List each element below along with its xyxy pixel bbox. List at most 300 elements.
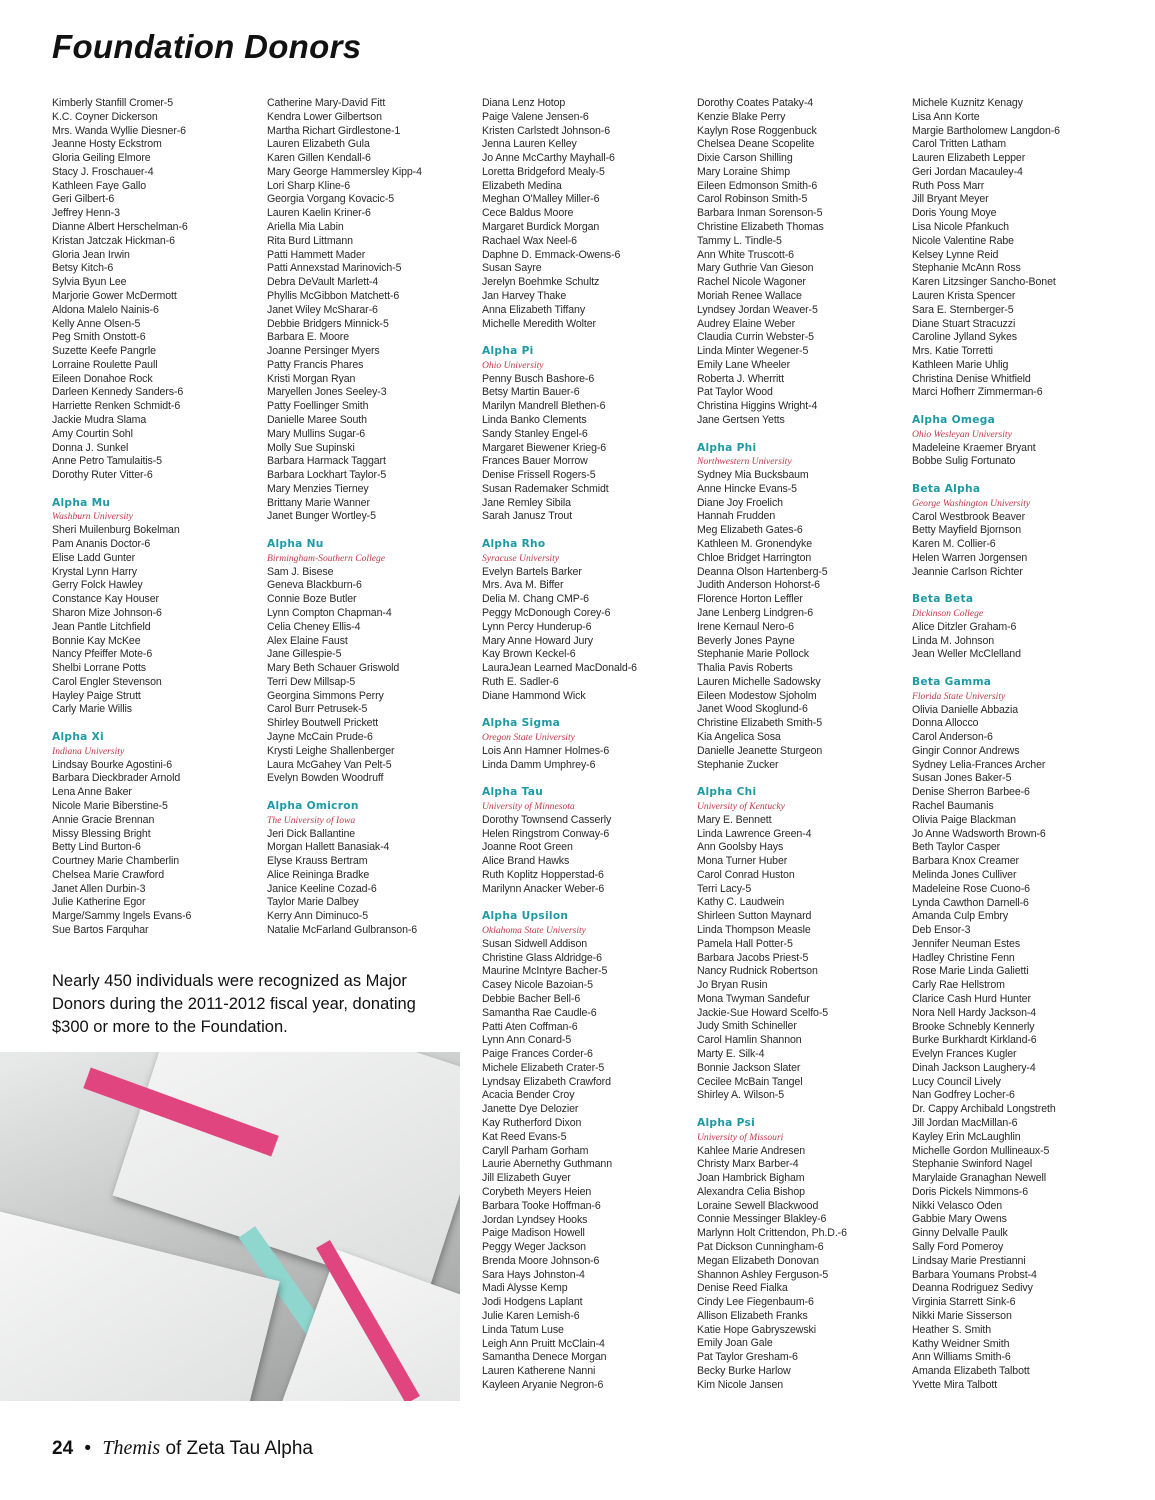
donor-name: Carol Robinson Smith-5 (697, 193, 808, 206)
donor-name: Lynn Ann Conard-5 (482, 1034, 572, 1047)
donor-name: Sarah Janusz Trout (482, 510, 573, 523)
school-name: Ohio University (482, 359, 544, 371)
donor-name: Hadley Christine Fenn (912, 951, 1015, 964)
donor-name: Donna J. Sunkel (52, 441, 129, 454)
chapter-heading: Alpha Pi (482, 345, 534, 358)
donor-name: Kay Brown Keckel-6 (482, 648, 576, 661)
donor-name: Barbara Dieckbrader Arnold (52, 772, 181, 785)
donor-name: Ruth E. Sadler-6 (482, 675, 559, 688)
donor-name: Barbara Youmans Probst-4 (912, 1268, 1037, 1281)
donor-name: Kat Reed Evans-5 (482, 1130, 567, 1143)
donor-name: Sheri Muilenburg Bokelman (52, 524, 180, 537)
school-name: Oklahoma State University (482, 925, 586, 937)
school-name: Northwestern University (697, 456, 792, 468)
donor-name: Marlynn Holt Crittendon, Ph.D.-6 (697, 1227, 847, 1240)
donor-name: Lynn Percy Hunderup-6 (482, 620, 592, 633)
chapter-heading: Beta Alpha (912, 482, 981, 495)
page-number: 24 (52, 1438, 74, 1459)
donor-name: Lena Anne Baker (52, 786, 132, 799)
donor-name: Kristi Morgan Ryan (267, 372, 356, 385)
donor-name: Brittany Marie Wanner (267, 496, 370, 509)
donor-name: Elyse Krauss Bertram (267, 855, 368, 868)
donor-name: Marylaide Granaghan Newell (912, 1172, 1047, 1185)
donor-name: Olivia Paige Blackman (912, 813, 1016, 826)
donor-name: Heather S. Smith (912, 1323, 992, 1336)
donor-name: Jeffrey Henn-3 (52, 207, 120, 220)
donor-name: Barbara Lockhart Taylor-5 (267, 469, 387, 482)
donor-name: Gingir Connor Andrews (912, 744, 1020, 757)
donor-name: Michele Elizabeth Crater-5 (482, 1061, 605, 1074)
donor-name: Marci Hofherr Zimmerman-6 (912, 386, 1043, 399)
donor-name: Elise Ladd Gunter (52, 551, 136, 564)
donor-name: Jennifer Neuman Estes (912, 937, 1021, 950)
chapter-heading: Alpha Omicron (267, 799, 359, 812)
donor-name: Alice Brand Hawks (482, 855, 570, 868)
donor-name: Sam J. Bisese (267, 565, 334, 578)
magazine-suffix: of Zeta Tau Alpha (165, 1438, 313, 1459)
donor-name: Geri Gilbert-6 (52, 193, 115, 206)
donor-name: Anne Hincke Evans-5 (697, 482, 797, 495)
donor-name: Lisa Nicole Pfankuch (912, 221, 1009, 234)
donor-name: Jane Gillespie-5 (267, 648, 342, 661)
donor-name: Melinda Jones Culliver (912, 868, 1017, 881)
donor-name: Kelly Anne Olsen-5 (52, 317, 141, 330)
donor-name: Jayne McCain Prude-6 (267, 730, 373, 743)
school-name: The University of Iowa (267, 814, 356, 826)
donor-name: Julie Katherine Egor (52, 896, 146, 909)
major-donors-blurb: Nearly 450 individuals were recognized as Major Donors during the 2011-2012 fiscal year, donating $300 or more to the Foundation. (52, 972, 416, 1036)
donor-name: Susan Rademaker Schmidt (482, 482, 609, 495)
donor-name: Laurie Abernethy Guthmann (482, 1158, 613, 1171)
donor-name: Michelle Gordon Mullineaux-5 (912, 1144, 1050, 1157)
donor-name: Jackie-Sue Howard Scelfo-5 (697, 1006, 829, 1019)
donor-name: Jane Remley Sibila (482, 496, 571, 509)
school-name: University of Kentucky (697, 800, 785, 812)
donor-name: Deb Ensor-3 (912, 924, 971, 937)
donor-name: Carol Tritten Latham (912, 138, 1006, 151)
donor-name: Ann Williams Smith-6 (912, 1351, 1011, 1364)
donor-name: Julie Karen Lemish-6 (482, 1309, 580, 1322)
donor-name: Loretta Bridgeford Mealy-5 (482, 165, 605, 178)
donor-name: K.C. Coyner Dickerson (52, 110, 158, 123)
donor-name: Florence Horton Leffler (697, 593, 803, 606)
donor-name: Hannah Frudden (697, 510, 776, 523)
donor-name: Mona Turner Huber (697, 855, 788, 868)
donor-name: Linda Minter Wegener-5 (697, 345, 809, 358)
donor-name: Suzette Keefe Pangrle (52, 345, 156, 358)
school-name: Ohio Wesleyan University (912, 428, 1012, 440)
school-name: George Washington University (912, 497, 1031, 509)
donor-name: Mary E. Bennett (697, 813, 772, 826)
donor-name: Kenzie Blake Perry (697, 110, 786, 123)
donor-name: Casey Nicole Bazoian-5 (482, 979, 593, 992)
donor-name: Mona Twyman Sandefur (697, 992, 810, 1005)
donor-name: Anne Petro Tamulaitis-5 (52, 455, 162, 468)
donor-name: Christina Denise Whitfield (912, 372, 1031, 385)
donor-name: Sylvia Byun Lee (52, 276, 127, 289)
donor-name: Ariella Mia Labin (267, 221, 344, 234)
donor-name: Carol Hamlin Shannon (697, 1034, 802, 1047)
donor-name: Jeanne Hosty Eckstrom (52, 138, 162, 151)
school-name: Florida State University (912, 690, 1006, 702)
donor-name: Janet Allen Durbin-3 (52, 882, 146, 895)
donor-name: Frances Bauer Morrow (482, 455, 588, 468)
donor-name: Margaret Burdick Morgan (482, 221, 600, 234)
school-name: University of Minnesota (482, 801, 575, 813)
donor-name: Tammy L. Tindle-5 (697, 234, 782, 247)
donor-name: Barbara Jacobs Priest-5 (697, 951, 809, 964)
donor-name: Mary Anne Howard Jury (482, 634, 593, 647)
donor-name: Janet Bunger Wortley-5 (267, 510, 376, 523)
donor-name: Sally Ford Pomeroy (912, 1241, 1004, 1254)
donor-name: Caroline Jylland Sykes (912, 331, 1017, 344)
donor-name: Gloria Geiling Elmore (52, 152, 151, 165)
donor-name: Janet Wiley McSharar-6 (267, 303, 378, 316)
donor-name: Megan Elizabeth Donovan (697, 1254, 819, 1267)
donor-name: Samantha Rae Caudle-6 (482, 1006, 597, 1019)
donor-name: Cece Baldus Moore (482, 207, 574, 220)
chapter-heading: Alpha Psi (697, 1116, 756, 1129)
donor-name: Carol Westbrook Beaver (912, 510, 1026, 523)
donor-name: Barbara Harmack Taggart (267, 455, 386, 468)
donor-name: Terri Lacy-5 (697, 882, 752, 895)
donor-name: Kristan Jatczak Hickman-6 (52, 234, 175, 247)
donor-name: Connie Messinger Blakley-6 (697, 1213, 827, 1226)
donor-name: Denise Reed Fialka (697, 1282, 788, 1295)
donor-name: Jill Bryant Meyer (912, 193, 989, 206)
page-footer (52, 1437, 313, 1460)
donor-name: Eileen Donahoe Rock (52, 372, 153, 385)
donor-name: Kathy C. Laudwein (697, 896, 785, 909)
donor-name: Stephanie McAnn Ross (912, 262, 1021, 275)
donor-name: Mary Menzies Tierney (267, 482, 369, 495)
donor-name: Daphne D. Emmack-Owens-6 (482, 248, 621, 261)
donor-section (697, 97, 909, 428)
donor-name: Pat Taylor Gresham-6 (697, 1351, 798, 1364)
donor-name: Amanda Elizabeth Talbott (912, 1365, 1030, 1378)
donor-name: Maurine McIntyre Bacher-5 (482, 965, 608, 978)
donor-column-4 (697, 97, 909, 1406)
donor-name: Mary Loraine Shimp (697, 165, 790, 178)
donor-name: Acacia Bender Croy (482, 1089, 575, 1102)
donor-name: Nora Nell Hardy Jackson-4 (912, 1006, 1037, 1019)
donor-name: Lindsay Marie Prestianni (912, 1254, 1026, 1267)
donor-name: Hayley Paige Strutt (52, 689, 141, 702)
donor-name: Doris Pickels Nimmons-6 (912, 1185, 1029, 1198)
donor-name: Catherine Mary-David Fitt (267, 97, 386, 109)
donor-name: Emily Joan Gale (697, 1337, 773, 1350)
donor-name: Michele Kuznitz Kenagy (912, 97, 1023, 109)
donor-name: Karen Gillen Kendall-6 (267, 152, 371, 165)
donor-name: Annie Gracie Brennan (52, 813, 155, 826)
donor-name: Ruth Koplitz Hopperstad-6 (482, 868, 604, 881)
donor-name: Jackie Mudra Slama (52, 413, 147, 426)
donor-section (912, 593, 1124, 662)
donor-name: Denise Frissell Rogers-5 (482, 469, 596, 482)
donor-name: Penny Busch Bashore-6 (482, 372, 595, 385)
donor-name: Kendra Lower Gilbertson (267, 110, 382, 123)
donor-name: Sara E. Sternberger-5 (912, 303, 1014, 316)
donor-name: Ann Goolsby Hays (697, 841, 784, 854)
donor-name: Stacy J. Froschauer-4 (52, 165, 154, 178)
donor-name: Alex Elaine Faust (267, 634, 348, 647)
donor-name: Emily Lane Wheeler (697, 358, 790, 371)
donor-name: Kay Rutherford Dixon (482, 1117, 582, 1130)
donor-name: Jo Bryan Rusin (697, 979, 768, 992)
donor-name: Virginia Starrett Sink-6 (912, 1296, 1016, 1309)
donor-name: Chelsea Marie Crawford (52, 868, 165, 881)
donor-name: Kim Nicole Jansen (697, 1378, 784, 1391)
donor-name: Michelle Meredith Wolter (482, 317, 596, 330)
donor-name: Caryll Parham Gorham (482, 1144, 589, 1157)
donor-name: Meghan O'Malley Miller-6 (482, 193, 600, 206)
donor-name: Phyllis McGibbon Matchett-6 (267, 289, 400, 302)
donor-name: Shirley Boutwell Prickett (267, 717, 379, 730)
major-donor-badges-photo (0, 1052, 460, 1401)
donor-name: Jane Gertsen Yetts (697, 413, 785, 426)
donor-name: Maryellen Jones Seeley-3 (267, 386, 387, 399)
donor-name: Paige Valene Jensen-6 (482, 110, 589, 123)
donor-name: Patti Aten Coffman-6 (482, 1020, 578, 1033)
donor-name: Marilyn Mandrell Blethen-6 (482, 400, 606, 413)
donor-name: Kelsey Lynne Reid (912, 248, 999, 261)
donor-name: Debra DeVault Marlett-4 (267, 276, 379, 289)
donor-name: Clarice Cash Hurd Hunter (912, 992, 1031, 1005)
donor-name: Stephanie Swinford Nagel (912, 1158, 1033, 1171)
donor-name: Bobbe Sulig Fortunato (912, 455, 1016, 468)
donor-name: Linda Damm Umphrey-6 (482, 758, 596, 771)
donor-name: Irene Kernaul Nero-6 (697, 620, 794, 633)
donor-section (482, 717, 694, 772)
donor-name: Helen Ringstrom Conway-6 (482, 827, 610, 840)
donor-name: Susan Sidwell Addison (482, 937, 588, 950)
school-name: Syracuse University (482, 552, 559, 564)
donor-name: Alexandra Celia Bishop (697, 1185, 805, 1198)
donor-section (912, 676, 1124, 1393)
donor-name: Jeannie Carlson Richter (912, 565, 1023, 578)
donor-name: Mary Beth Schauer Griswold (267, 662, 400, 675)
donor-name: Kathy Weidner Smith (912, 1337, 1010, 1350)
chapter-heading: Alpha Omega (912, 413, 996, 426)
donor-name: Ruth Poss Marr (912, 179, 985, 192)
donor-section (482, 538, 694, 703)
donor-name: Kathleen M. Gronendyke (697, 538, 812, 551)
donor-name: Dr. Cappy Archibald Longstreth (912, 1103, 1056, 1116)
donor-name: Kathleen Faye Gallo (52, 179, 147, 192)
donor-name: Christine Elizabeth Smith-5 (697, 717, 823, 730)
donor-name: Dinah Jackson Laughery-4 (912, 1061, 1036, 1074)
donor-name: Eileen Edmonson Smith-6 (697, 179, 818, 192)
donor-name: Terri Dew Millsap-5 (267, 675, 356, 688)
donor-name: Barbara E. Moore (267, 331, 350, 344)
donor-name: Jodi Hodgens Laplant (482, 1296, 583, 1309)
donor-name: Taylor Marie Dalbey (267, 896, 359, 909)
donor-name: Patti Annexstad Marinovich-5 (267, 262, 402, 275)
donor-name: Shirleen Sutton Maynard (697, 910, 812, 923)
chapter-heading: Alpha Phi (697, 441, 757, 454)
donor-name: Sandy Stanley Engel-6 (482, 427, 588, 440)
donor-name: Janet Wood Skoglund-6 (697, 703, 808, 716)
donor-name: Madeleine Kraemer Bryant (912, 441, 1036, 454)
donor-name: Georgia Vorgang Kovacic-5 (267, 193, 395, 206)
donor-name: Rachel Nicole Wagoner (697, 276, 806, 289)
donor-name: Margie Bartholomew Langdon-6 (912, 124, 1060, 137)
donor-name: Deanna Olson Hartenberg-5 (697, 565, 828, 578)
donor-name: Marty E. Silk-4 (697, 1048, 765, 1060)
donor-section (52, 97, 264, 483)
magazine-name: Themis (102, 1437, 161, 1459)
donor-name: Shelbi Lorrane Potts (52, 662, 146, 675)
donor-section (912, 414, 1124, 469)
donor-section (482, 345, 694, 524)
donor-name: Harriette Renken Schmidt-6 (52, 400, 181, 413)
donor-section (482, 786, 694, 896)
donor-name: Lauren Elizabeth Gula (267, 138, 370, 151)
donor-name: Rachael Wax Neel-6 (482, 234, 577, 247)
donor-name: Christine Glass Aldridge-6 (482, 951, 602, 964)
donor-name: Kia Angelica Sosa (697, 730, 781, 743)
donor-section (267, 538, 479, 786)
donor-name: Kristen Carlstedt Johnson-6 (482, 124, 611, 137)
donor-name: Karen M. Collier-6 (912, 538, 996, 551)
donor-section (697, 786, 909, 1103)
chapter-heading: Alpha Chi (697, 786, 757, 799)
donor-name: Connie Boze Butler (267, 593, 357, 606)
donor-name: Susan Jones Baker-5 (912, 772, 1012, 785)
donor-name: Joanne Root Green (482, 841, 573, 854)
donor-name: Gloria Jean Irwin (52, 248, 130, 261)
donor-name: Thalia Pavis Roberts (697, 662, 793, 675)
donor-name: Kahlee Marie Andresen (697, 1144, 806, 1157)
donor-name: Krystal Lynn Harry (52, 565, 137, 578)
donor-name: Molly Sue Supinski (267, 441, 355, 454)
chapter-heading: Beta Beta (912, 593, 974, 606)
donor-name: Sydney Mia Bucksbaum (697, 469, 809, 482)
donor-name: Nikki Velasco Oden (912, 1199, 1003, 1212)
donor-name: Joanne Persinger Myers (267, 345, 380, 358)
donor-name: Rose Marie Linda Galietti (912, 965, 1029, 978)
donor-name: Loraine Sewell Blackwood (697, 1199, 819, 1212)
donor-name: Jan Harvey Thake (482, 289, 567, 302)
donor-name: Missy Blessing Bright (52, 827, 151, 840)
donor-name: Christine Elizabeth Thomas (697, 221, 824, 234)
donor-name: Diane Stuart Stracuzzi (912, 317, 1016, 330)
donor-name: Burke Burkhardt Kirkland-6 (912, 1034, 1037, 1047)
donor-name: Jill Elizabeth Guyer (482, 1172, 571, 1185)
donor-name: Carly Marie Willis (52, 703, 133, 716)
donor-name: Lauren Elizabeth Lepper (912, 152, 1026, 165)
donor-name: Mrs. Ava M. Biffer (482, 579, 564, 592)
donor-name: Jenna Lauren Kelley (482, 138, 577, 151)
chapter-heading: Alpha Nu (267, 538, 324, 551)
donor-name: Rita Burd Littmann (267, 234, 353, 247)
donor-name: Gerry Folck Hawley (52, 579, 143, 592)
donor-name: Lorraine Roulette Paull (52, 358, 158, 371)
donor-section (912, 483, 1124, 580)
donor-name: Diana Lenz Hotop (482, 97, 566, 109)
donor-name: Lucy Council Lively (912, 1075, 1001, 1088)
donor-name: Patty Foellinger Smith (267, 400, 369, 413)
donor-name: Chelsea Deane Scopelite (697, 138, 815, 151)
donor-name: Roberta J. Wherritt (697, 372, 784, 385)
donor-name: Shannon Ashley Ferguson-5 (697, 1268, 829, 1281)
donor-name: Nicole Marie Biberstine-5 (52, 799, 168, 812)
donor-name: Moriah Renee Wallace (697, 289, 802, 302)
donor-name: Samantha Denece Morgan (482, 1351, 607, 1364)
donor-name: Marge/Sammy Ingels Evans-6 (52, 910, 192, 923)
donor-name: Kayley Erin McLaughlin (912, 1130, 1021, 1143)
school-name: Oregon State University (482, 732, 575, 744)
donor-section (912, 97, 1124, 400)
donor-name: Allison Elizabeth Franks (697, 1309, 808, 1322)
donor-name: Lauren Kaelin Kriner-6 (267, 207, 371, 220)
donor-name: Sara Hays Johnston-4 (482, 1268, 585, 1281)
donor-name: Jo Anne McCarthy Mayhall-6 (482, 152, 615, 165)
donor-name: Carol Burr Petrusek-5 (267, 703, 368, 716)
donor-name: Peggy Weger Jackson (482, 1241, 586, 1254)
donor-name: Carol Anderson-6 (912, 731, 993, 744)
donor-name: Bonnie Kay McKee (52, 634, 141, 647)
donor-name: Danielle Maree South (267, 413, 367, 426)
donor-name: Stephanie Marie Pollock (697, 648, 809, 661)
donor-name: Pat Taylor Wood (697, 386, 773, 399)
donor-name: Lois Ann Hamner Holmes-6 (482, 744, 610, 757)
donor-name: Christy Marx Barber-4 (697, 1158, 799, 1171)
chapter-heading: Alpha Xi (52, 731, 104, 743)
donor-name: Evelyn Frances Kugler (912, 1048, 1017, 1061)
donor-name: Georgina Simmons Perry (267, 689, 384, 702)
donor-name: Margaret Biewener Krieg-6 (482, 441, 607, 454)
donor-name: Betsy Kitch-6 (52, 262, 114, 275)
donor-name: Bonnie Jackson Slater (697, 1061, 801, 1074)
donor-name: Mary Guthrie Van Gieson (697, 262, 814, 275)
donor-name: Chloe Bridget Harrington (697, 551, 812, 564)
donor-name: Cecilee McBain Tangel (697, 1075, 803, 1088)
donor-name: Evelyn Bowden Woodruff (267, 772, 384, 785)
donor-name: Jeri Dick Ballantine (267, 827, 356, 840)
donor-section (52, 497, 264, 718)
donor-name: Debbie Bacher Bell-6 (482, 993, 581, 1006)
donor-name: Mary Mullins Sugar-6 (267, 427, 366, 440)
donor-name: Kimberly Stanfill Cromer-5 (52, 97, 174, 109)
donor-name: Courtney Marie Chamberlin (52, 855, 180, 868)
donor-name: Natalie McFarland Gulbranson-6 (267, 923, 418, 936)
donor-name: Paige Frances Corder-6 (482, 1048, 593, 1061)
donor-name: Delia M. Chang CMP-6 (482, 593, 589, 606)
donor-name: Krysti Leighe Shallenberger (267, 744, 395, 757)
donor-name: Lynn Compton Chapman-4 (267, 606, 392, 619)
donor-name: Mrs. Wanda Wyllie Diesner-6 (52, 124, 186, 137)
donor-name: Constance Kay Houser (52, 593, 159, 606)
donor-name: Lyndsay Elizabeth Crawford (482, 1075, 611, 1088)
donor-section (267, 97, 479, 524)
donor-name: Lyndsey Jordan Weaver-5 (697, 303, 818, 316)
donor-name: Jo Anne Wadsworth Brown-6 (912, 827, 1046, 840)
page-title: Foundation Donors (52, 28, 362, 65)
donor-name: Peg Smith Onstott-6 (52, 331, 146, 344)
donor-name: Susan Sayre (482, 262, 542, 275)
chapter-heading: Alpha Mu (52, 496, 111, 509)
donor-name: Dixie Carson Shilling (697, 152, 793, 165)
donor-name: Lori Sharp Kline-6 (267, 179, 350, 192)
donor-name: Danielle Jeanette Sturgeon (697, 744, 823, 757)
donor-name: Dianne Albert Herschelman-6 (52, 221, 188, 234)
school-name: Indiana University (52, 745, 125, 757)
donor-name: Betty Lind Burton-6 (52, 841, 141, 854)
donor-name: Audrey Elaine Weber (697, 317, 796, 330)
donor-name: Beth Taylor Casper (912, 841, 1001, 854)
donor-name: Marilynn Anacker Weber-6 (482, 882, 605, 895)
